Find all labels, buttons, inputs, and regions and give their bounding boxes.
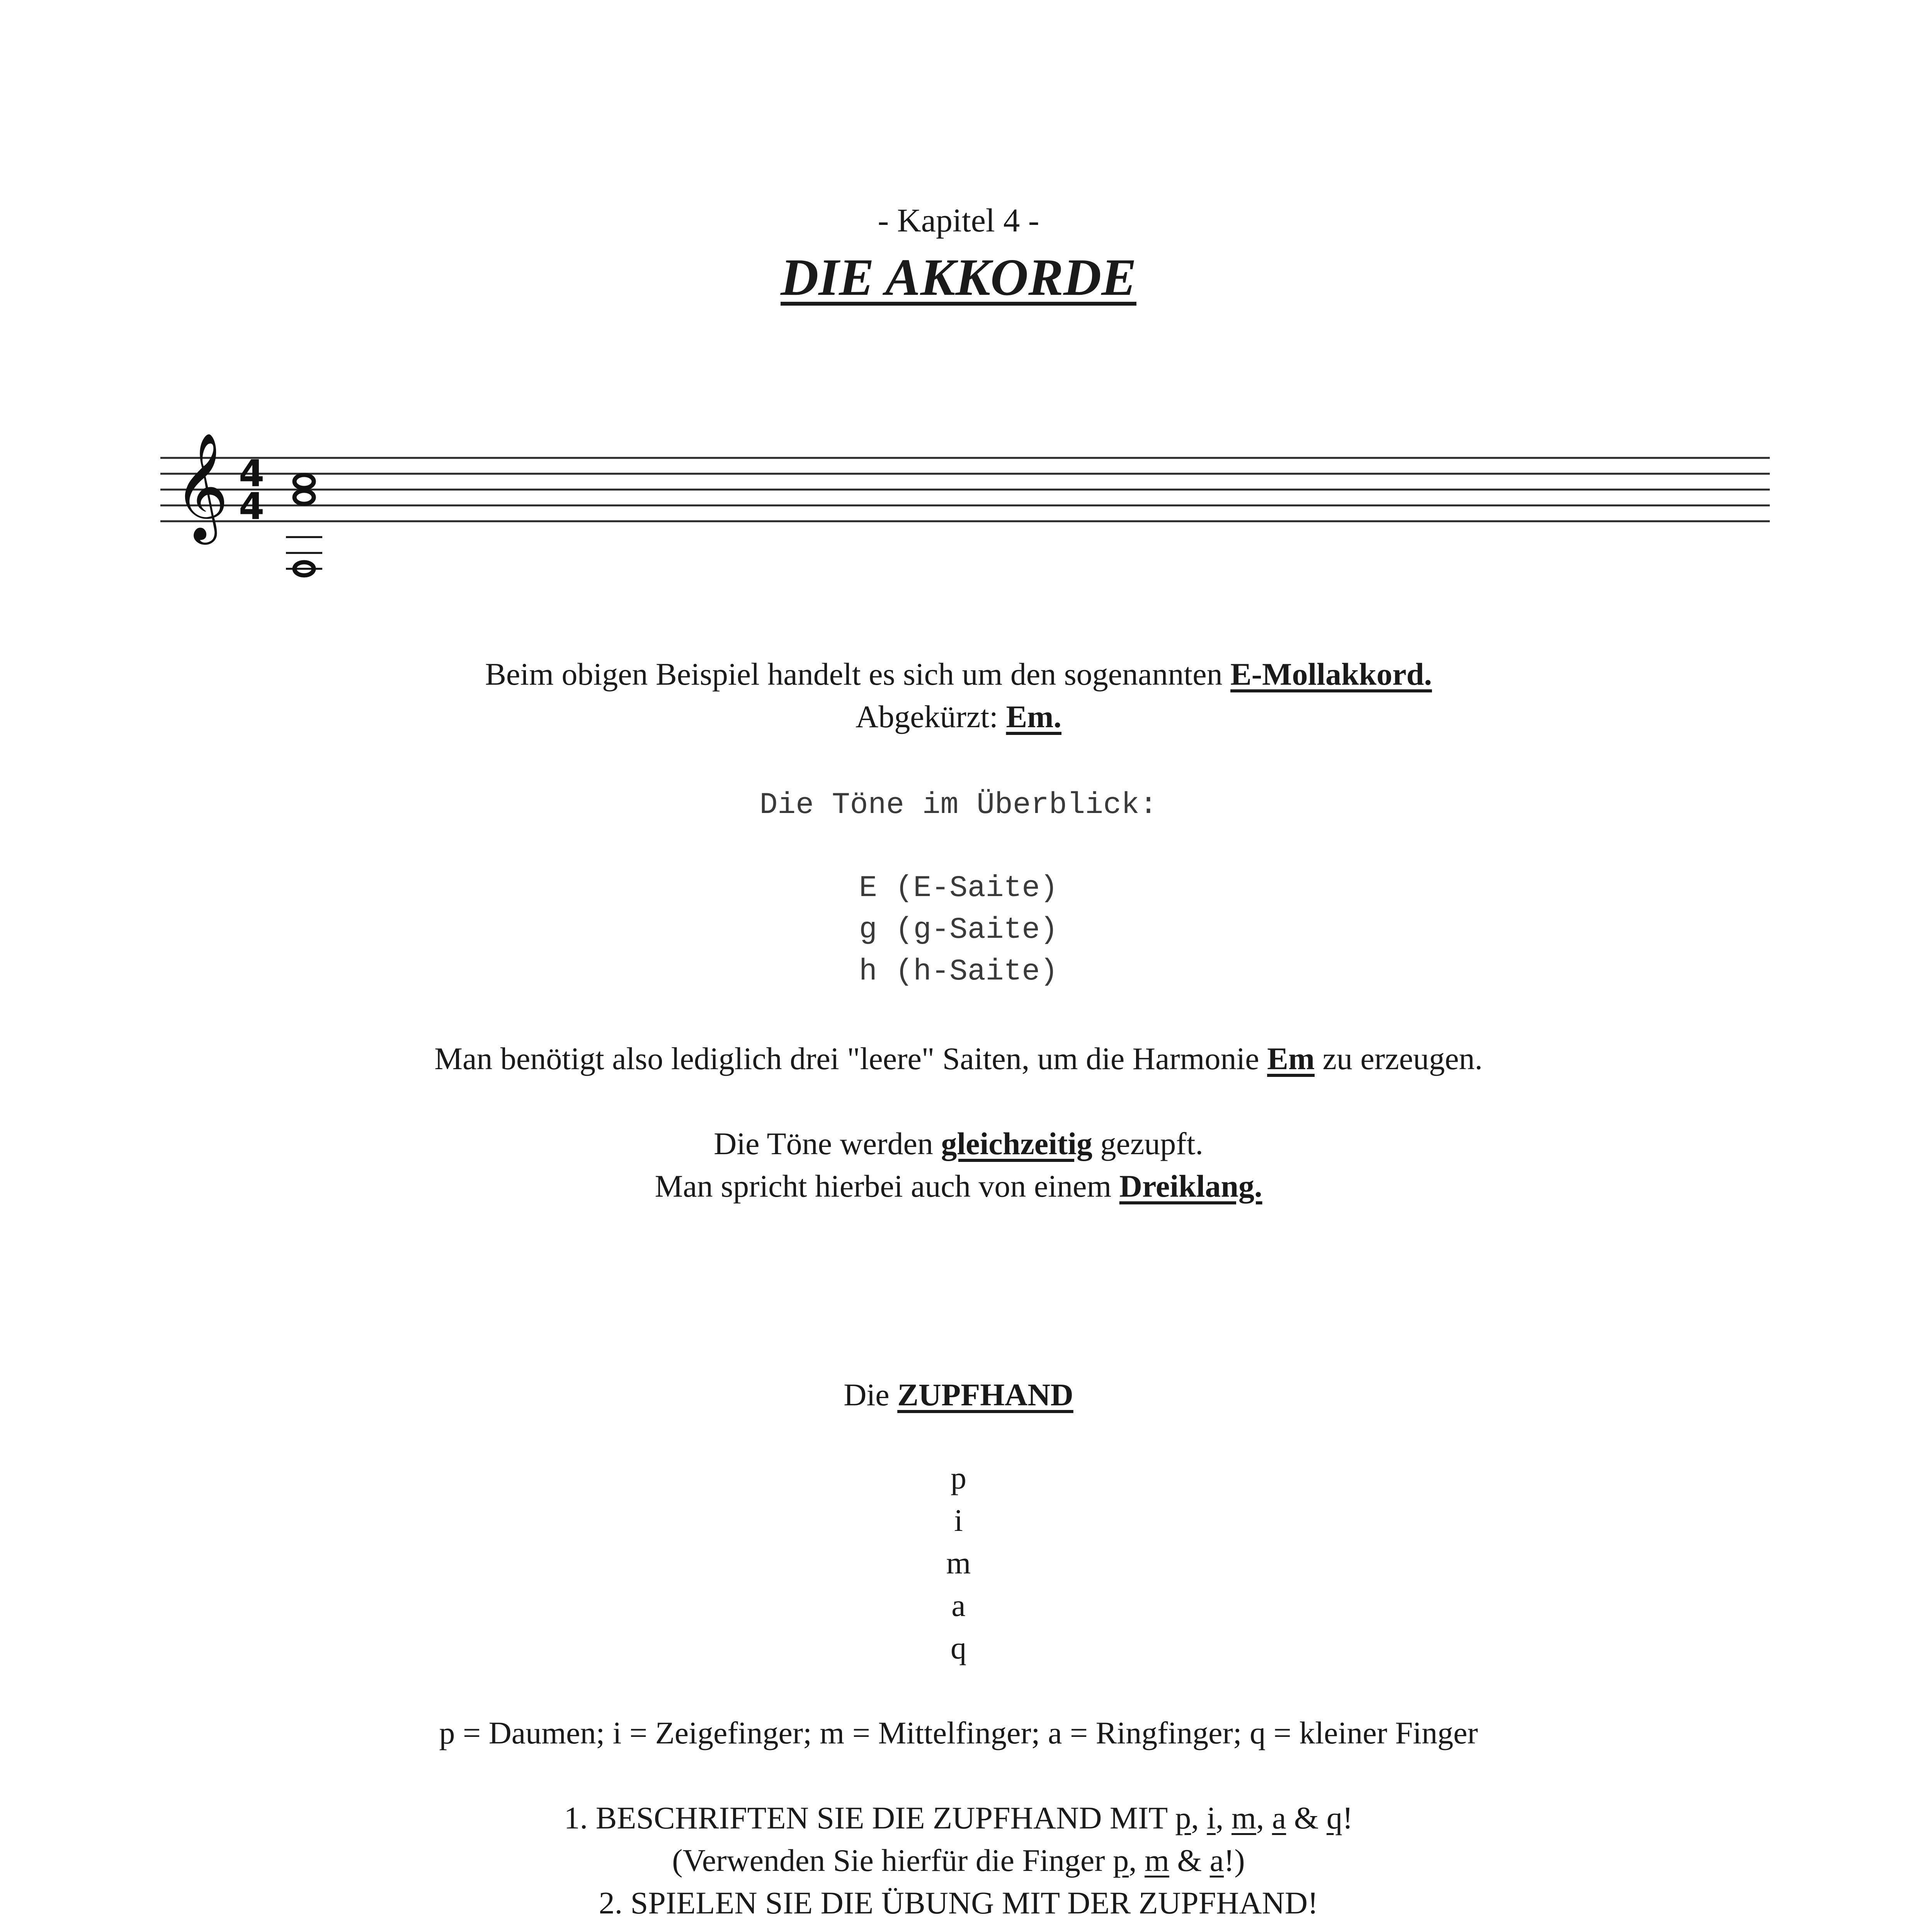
finger-letter: p [951, 1460, 966, 1495]
strum-line-2-text: Man spricht hierbei auch von einem [655, 1168, 1119, 1204]
intro-line-2-text: Abgekürzt: [856, 699, 1006, 734]
task-1-letter-i: i [1207, 1800, 1216, 1835]
finger-letter: a [951, 1588, 966, 1623]
strum-text [0, 1122, 1917, 1208]
dreiklang-term: Dreiklang. [1119, 1168, 1262, 1204]
strum-line-1-suffix: gezupft. [1092, 1126, 1203, 1161]
finger-letter-column [0, 1457, 1917, 1669]
intro-text [0, 653, 1917, 738]
zupfhand-heading [0, 1374, 1917, 1416]
chapter-label: - Kapitel 4 - [878, 202, 1039, 239]
task-note-letter-p: p [1113, 1843, 1129, 1878]
task-1-end: ! [1342, 1800, 1353, 1835]
task-note-letter-m: m [1145, 1843, 1169, 1878]
intro-line-1 [0, 653, 1917, 696]
page-title: DIE AKKORDE [781, 248, 1136, 306]
music-staff [0, 0, 1917, 618]
harmony-sentence [0, 1037, 1917, 1080]
finger-letter: m [946, 1545, 971, 1580]
em-abbreviation: Em. [1006, 699, 1061, 734]
staff-lines [160, 458, 1770, 521]
zupfhand-heading-text: Die [844, 1377, 898, 1412]
em-term: Em [1267, 1041, 1315, 1076]
task-list [0, 1797, 1917, 1924]
finger-letter: q [951, 1630, 966, 1665]
tone-item: h (h-Saite) [859, 955, 1058, 989]
task-1-letter-m: m [1232, 1800, 1256, 1835]
time-signature-top: 4 [239, 452, 265, 495]
zupfhand-term: ZUPFHAND [897, 1377, 1073, 1412]
e-mollakkord-term: E-Mollakkord. [1230, 656, 1432, 692]
tone-item: E (E-Saite) [859, 871, 1058, 905]
task-note-end: !) [1224, 1843, 1245, 1878]
strum-line-1-text: Die Töne werden [714, 1126, 941, 1161]
task-1-amp: & [1294, 1800, 1319, 1835]
strum-line-1 [0, 1122, 1917, 1165]
task-1-letter-p: p [1175, 1800, 1191, 1835]
harmony-text: Man benötigt also lediglich drei "leere" Saiten, um die Harmonie [434, 1041, 1267, 1076]
note-g [294, 491, 314, 504]
task-1: 1. BESCHRIFTEN SIE DIE ZUPFHAND MIT p, i, m, a & q! [564, 1800, 1353, 1835]
task-note-text: (Verwenden Sie hierfür die Finger [672, 1843, 1113, 1878]
tones-heading: Die Töne im Überblick: [759, 788, 1158, 822]
harmony-suffix: zu erzeugen. [1315, 1041, 1483, 1076]
treble-clef-icon: 𝄞 [174, 432, 229, 540]
gleichzeitig-term: gleichzeitig [941, 1126, 1092, 1161]
time-signature-bottom: 4 [239, 485, 265, 528]
task-note-letter-a: a [1209, 1843, 1224, 1878]
finger-letter: i [954, 1503, 963, 1538]
note-h [294, 475, 314, 488]
task-2: 2. SPIELEN SIE DIE ÜBUNG MIT DER ZUPFHAND! [599, 1885, 1318, 1920]
task-1-text: 1. BESCHRIFTEN SIE DIE ZUPFHAND MIT [564, 1800, 1175, 1835]
task-1-note: (Verwenden Sie hierfür die Finger p, m & a!) [672, 1843, 1245, 1878]
tone-item: g (g-Saite) [859, 913, 1058, 947]
intro-line-2 [0, 696, 1917, 738]
intro-line-1-text: Beim obigen Beispiel handelt es sich um den sogenannten [485, 656, 1231, 692]
strum-line-2 [0, 1165, 1917, 1208]
task-note-amp: & [1177, 1843, 1202, 1878]
tones-list [0, 867, 1917, 993]
task-1-letter-q: q [1327, 1800, 1343, 1835]
task-1-letter-a: a [1272, 1800, 1286, 1835]
finger-legend: p = Daumen; i = Zeigefinger; m = Mittelfinger; a = Ringfinger; q = kleiner Finger [439, 1715, 1478, 1750]
